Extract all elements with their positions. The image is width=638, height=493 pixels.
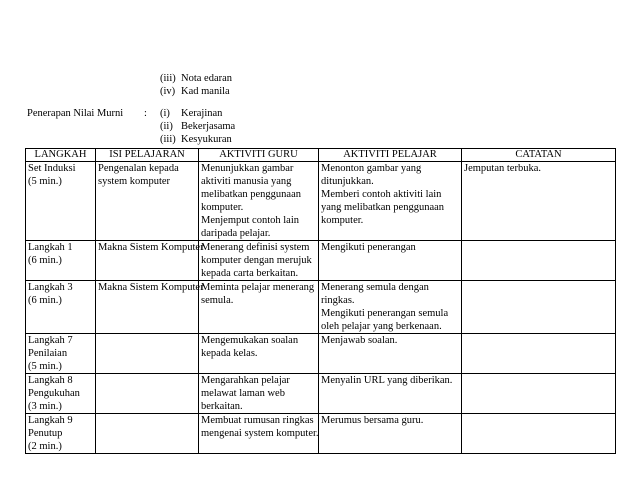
list-num: (iii) (160, 134, 176, 145)
list-text: Bekerjasama (181, 121, 236, 132)
isi-cell (96, 281, 204, 334)
table-header-row (26, 149, 616, 162)
nilai-colon: : (144, 108, 147, 119)
cell-line: ringkas. (321, 295, 355, 306)
column-header: AKTIVITI PELAJAR (319, 149, 462, 162)
cell-line: Langkah 8 (28, 375, 73, 386)
list-num: (iv) (160, 86, 176, 97)
isi-cell (96, 374, 199, 414)
cell-line: Memberi contoh aktiviti lain (321, 189, 442, 200)
cell-line: oleh pelajar yang berkenaan. (321, 321, 442, 332)
langkah-cell (26, 334, 96, 374)
aktiviti-pelajar-cell (319, 162, 462, 241)
cell-line: Merumus bersama guru. (321, 415, 424, 426)
aktiviti-guru-cell (199, 281, 319, 334)
cell-line: Mengarahkan pelajar (201, 375, 290, 386)
aktiviti-guru-cell (199, 414, 319, 454)
lesson-plan-table (25, 148, 616, 454)
aktiviti-guru-cell (199, 334, 319, 374)
cell-line: Langkah 7 (28, 335, 73, 346)
langkah-cell (26, 374, 96, 414)
cell-line: mengenai system komputer. (201, 428, 319, 439)
isi-cell (96, 241, 204, 281)
catatan-cell (462, 334, 616, 374)
column-header: LANGKAH (26, 149, 96, 162)
cell-line: Menjemput contoh lain (201, 215, 299, 226)
langkah-cell (26, 281, 96, 334)
list-text: Kesyukuran (181, 134, 232, 145)
list-num: (i) (160, 108, 170, 119)
table-row (26, 241, 616, 281)
langkah-cell (26, 162, 96, 241)
cell-line: Menerang definisi system (201, 242, 310, 253)
cell-line: Pengenalan kepada (98, 163, 179, 174)
cell-line: Mengikuti penerangan semula (321, 308, 449, 319)
list-text: Kerajinan (181, 108, 223, 119)
table-row (26, 374, 616, 414)
column-header: CATATAN (462, 149, 616, 162)
cell-line: Mengemukakan soalan (201, 335, 299, 346)
nilai-label: Penerapan Nilai Murni (27, 108, 124, 119)
cell-line: melawat laman web (201, 388, 285, 399)
cell-line: (5 min.) (28, 176, 62, 187)
aktiviti-guru-cell (199, 241, 319, 281)
cell-line: semula. (201, 295, 234, 306)
cell-line: Menerang semula dengan (321, 282, 429, 293)
cell-line: Penutup (28, 428, 63, 439)
cell-line: Jemputan terbuka. (464, 163, 541, 174)
catatan-cell (462, 241, 616, 281)
cell-line: Set Induksi (28, 163, 76, 174)
cell-line: Membuat rumusan ringkas (201, 415, 314, 426)
cell-line: (5 min.) (28, 361, 62, 372)
isi-cell (96, 414, 199, 454)
cell-line: Makna Sistem Komputer (98, 242, 204, 253)
cell-line: (6 min.) (28, 295, 62, 306)
cell-line: Langkah 9 (28, 415, 73, 426)
table-row (26, 414, 616, 454)
cell-line: yang melibatkan penggunaan (321, 202, 445, 213)
list-num: (ii) (160, 121, 173, 132)
cell-line: Penilaian (28, 348, 68, 359)
aktiviti-guru-cell (199, 374, 319, 414)
cell-line: Makna Sistem Komputer (98, 282, 204, 293)
table-row (26, 162, 616, 241)
cell-line: berkaitan. (201, 401, 243, 412)
cell-line: Pengukuhan (28, 388, 80, 399)
catatan-cell (462, 162, 616, 241)
cell-line: komputer. (201, 202, 244, 213)
aktiviti-pelajar-cell (319, 334, 462, 374)
catatan-cell (462, 414, 616, 454)
cell-line: aktiviti manusia yang (201, 176, 292, 187)
cell-line: system komputer (98, 176, 171, 187)
catatan-cell (462, 281, 616, 334)
cell-line: (6 min.) (28, 255, 62, 266)
list-num: (iii) (160, 73, 176, 84)
list-text: Nota edaran (181, 73, 233, 84)
cell-line: Mengikuti penerangan (321, 242, 416, 253)
cell-line: Meminta pelajar menerang (201, 282, 315, 293)
cell-line: komputer dengan merujuk (201, 255, 312, 266)
column-header: ISI PELAJARAN (96, 149, 199, 162)
table-row (26, 281, 616, 334)
langkah-cell (26, 414, 96, 454)
cell-line: komputer. (321, 215, 364, 226)
cell-line: ditunjukkan. (321, 176, 374, 187)
aktiviti-guru-cell (199, 162, 319, 241)
cell-line: Menjawab soalan. (321, 335, 398, 346)
cell-line: kepada carta berkaitan. (201, 268, 299, 279)
list-text: Kad manila (181, 86, 230, 97)
cell-line: (3 min.) (28, 401, 62, 412)
aktiviti-pelajar-cell (319, 374, 462, 414)
cell-line: melibatkan penggunaan (201, 189, 302, 200)
aktiviti-pelajar-cell (319, 281, 462, 334)
isi-cell (96, 162, 199, 241)
cell-line: daripada pelajar. (201, 228, 271, 239)
table-row (26, 334, 616, 374)
cell-line: Menonton gambar yang (321, 163, 422, 174)
aktiviti-pelajar-cell (319, 241, 462, 281)
cell-line: Menunjukkan gambar (201, 163, 294, 174)
cell-line: Menyalin URL yang diberikan. (321, 375, 453, 386)
cell-line: kepada kelas. (201, 348, 258, 359)
langkah-cell (26, 241, 96, 281)
column-header: AKTIVITI GURU (199, 149, 319, 162)
catatan-cell (462, 374, 616, 414)
aktiviti-pelajar-cell (319, 414, 462, 454)
isi-cell (96, 334, 199, 374)
cell-line: (2 min.) (28, 441, 62, 452)
cell-line: Langkah 3 (28, 282, 73, 293)
cell-line: Langkah 1 (28, 242, 73, 253)
